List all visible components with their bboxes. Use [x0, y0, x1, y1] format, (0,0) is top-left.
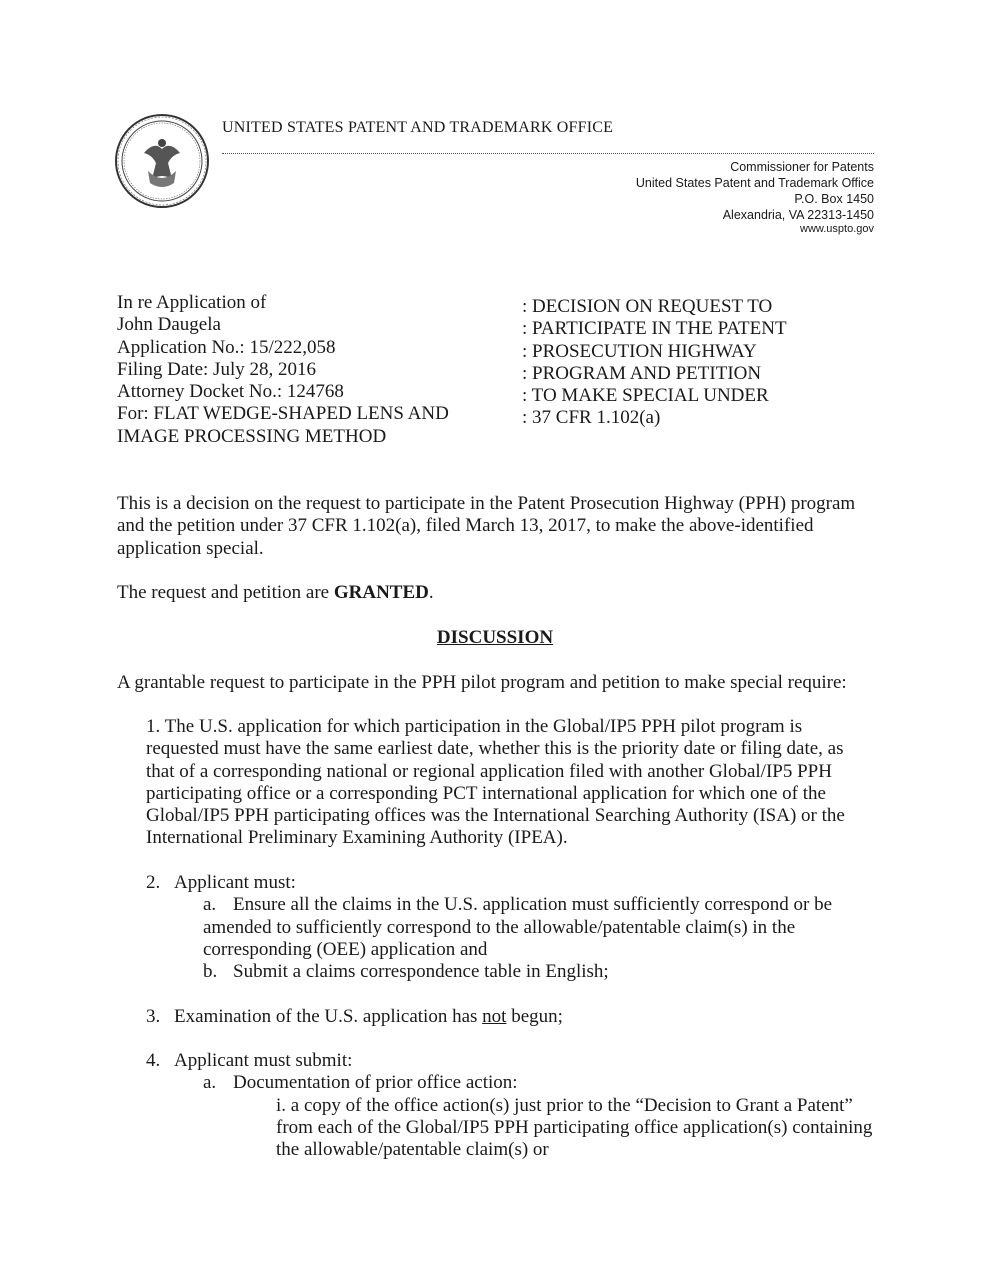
decision-title-line: : PROGRAM AND PETITION	[522, 362, 762, 384]
office-address	[636, 159, 874, 236]
subitem-letter: b.	[203, 961, 218, 983]
address-website: www.uspto.gov	[800, 223, 874, 235]
item-text: begun;	[506, 1006, 563, 1027]
address-line: United States Patent and Trademark Office	[635, 176, 874, 190]
address-line: Alexandria, VA 22313-1450	[722, 208, 874, 222]
requirement-item-1: 1. The U.S. application for which participation in the Global/IP5 PPH pilot program is requested must have the same earliest date, whether this is the priority date or filing date, as that of a corresponding national or regional application filed with another Global/IP5 PPH participating office or a corresponding PCT international application for which one of the Global/IP5 PPH participating offices was the International Searching Authority (ISA) or the International Preliminary Examining Authority (IPEA).	[146, 716, 845, 849]
decision-title-line: : DECISION ON REQUEST TO	[522, 296, 773, 317]
caption-line: John Daugela	[117, 314, 221, 336]
caption-line: Application No.: 15/222,058	[117, 336, 336, 358]
subitem-letter: a.	[203, 1072, 217, 1094]
header-divider	[222, 153, 874, 154]
caption-line: IMAGE PROCESSING METHOD	[117, 425, 387, 447]
subitem-text: Documentation of prior office action:	[233, 1072, 518, 1094]
subitem-text: Ensure all the claims in the U.S. application must sufficiently correspond or be amended to sufficiently correspond to the allowable/patentable claim(s) in the corresponding (OEE) application and	[203, 894, 833, 960]
requirement-2-subitems	[146, 894, 876, 983]
decision-title-line: : PARTICIPATE IN THE PATENT	[522, 318, 787, 340]
decision-title-line: : PROSECUTION HIGHWAY	[522, 340, 757, 362]
subitem-2a	[203, 894, 876, 961]
caption-line: For: FLAT WEDGE-SHAPED LENS AND	[117, 403, 449, 425]
decision-title-line: : TO MAKE SPECIAL UNDER	[522, 385, 769, 407]
item-number: 3.	[146, 1006, 161, 1027]
requirement-item-3	[146, 1006, 876, 1028]
uspto-seal-logo	[114, 113, 210, 209]
caption-line: Filing Date: July 28, 2016	[117, 358, 316, 380]
underlined-word: not	[482, 1006, 507, 1027]
item-number: 2.	[146, 872, 161, 893]
granted-word: GRANTED	[333, 582, 429, 603]
subitem-4a	[203, 1072, 876, 1094]
subitem-text: Submit a claims correspondence table in English;	[233, 961, 609, 983]
requirement-4-lead	[146, 1050, 876, 1072]
subitem-4a-i: i. a copy of the office action(s) just prior to the “Decision to Grant a Patent” from each of the Global/IP5 PPH participating office application(s) containing the allowable/patentable claim(s) or	[276, 1094, 873, 1161]
requirement-4-subitems	[146, 1072, 876, 1094]
requirement-2-lead	[146, 872, 876, 894]
granted-prefix: The request and petition are	[117, 582, 334, 603]
subitem-letter: a.	[203, 894, 217, 916]
item-number: 4.	[146, 1050, 161, 1071]
requirements-intro: A grantable request to participate in the PPH pilot program and petition to make special require:	[117, 672, 847, 693]
item-text: Examination of the U.S. application has	[174, 1006, 483, 1027]
intro-paragraph: This is a decision on the request to participate in the Patent Prosecution Highway (PPH) program and the petition under 37 CFR 1.102(a), filed March 13, 2017, to make the above-identified application special.	[117, 493, 856, 559]
address-line: Commissioner for Patents	[730, 160, 874, 174]
discussion-heading: DISCUSSION	[436, 627, 554, 648]
office-name: UNITED STATES PATENT AND TRADEMARK OFFICE	[222, 119, 614, 136]
address-line: P.O. Box 1450	[794, 192, 874, 206]
subitem-2b	[203, 961, 876, 983]
application-caption	[117, 292, 449, 448]
caption-line: Attorney Docket No.: 124768	[117, 381, 344, 403]
granted-suffix: .	[428, 582, 434, 603]
caption-line: In re Application of	[117, 292, 267, 313]
decision-title-line: : 37 CFR 1.102(a)	[522, 407, 661, 429]
decision-title	[522, 296, 787, 430]
item-lead-text: Applicant must:	[174, 872, 296, 893]
granted-paragraph	[117, 582, 877, 604]
requirement-item-2	[146, 872, 876, 983]
requirement-item-4	[146, 1050, 876, 1161]
item-lead-text: Applicant must submit:	[174, 1050, 353, 1071]
